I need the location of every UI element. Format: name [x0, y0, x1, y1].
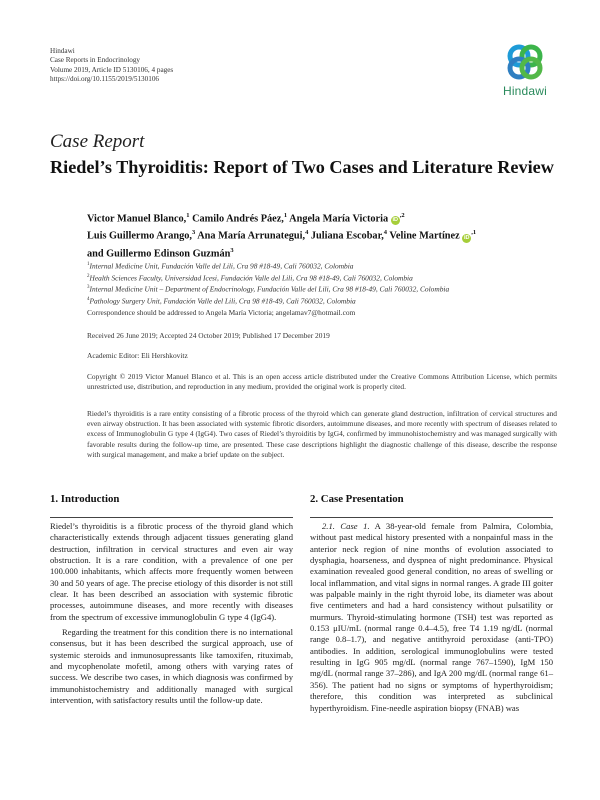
author: Veline Martínez — [389, 230, 460, 242]
hindawi-logo-icon — [505, 42, 545, 82]
author: Victor Manuel Blanco, — [87, 213, 187, 225]
affiliation: $^4$Pathology Surgery Unit, Fundación Valle del Lili, Cra 98 #18-49, Cali 760032, Colombia — [87, 296, 356, 306]
publisher-name: Hindawi — [50, 47, 75, 55]
left-column — [50, 494, 293, 707]
intro-paragraph: Regarding the treatment for this condition there is no international consensus, but it has been described the surgical approach, use of systemic steroids and inmunosupressants like tamoxifen, rituximab, and mycophenolate mofetil, among others with varying rates of success. We describe two cases, in which diagnosis was confirmed by immunohistochemistry and additionally managed with surgical intervention, with satisfactory results until the follow-up date. — [50, 627, 293, 706]
intro-paragraph: Riedel’s thyroiditis is a fibrotic process of the thyroid gland which characteristically extends through adjacent tissues generating gland destruction, infiltration in cervical structures and even air way obstruction. It is a rare condition, with a prevalence of one per 100.000 inhabitants, which affects more frequently women between 30 and 50 years of age. The precise etiology of this disorder is not still clear. It has been described an association with systemic fibrotic processes, autoimmune diseases, and more recently with diseases from the spectrum of excessive immunoglobulin G type 4 (IgG4). — [50, 521, 293, 622]
case-label: 2.1. Case 1. — [322, 521, 370, 531]
hindawi-logo — [497, 42, 553, 104]
publication-dates: Received 26 June 2019; Accepted 24 October 2019; Published 17 December 2019 — [87, 331, 330, 340]
author: Camilo Andrés Páez, — [192, 213, 284, 225]
affiliation: $^3$Internal Medicine Unit – Department of Endocrinology, Fundación Valle del Lili, Cra 98 #18-49, Cali 760032, Colombia — [87, 284, 450, 294]
section-heading-case-presentation: 2. Case Presentation — [310, 494, 553, 518]
orcid-icon[interactable]: iD — [464, 234, 470, 241]
author: Luis Guillermo Arango, — [87, 230, 192, 242]
section-heading-introduction: 1. Introduction — [50, 494, 293, 518]
academic-editor: Academic Editor: Eli Hershkovitz — [87, 351, 188, 360]
author: Angela María Victoria — [289, 213, 389, 225]
volume-line: Volume 2019, Article ID 5130106, 4 pages — [50, 65, 174, 74]
author-list: Victor Manuel Blanco,$^1$ Camilo Andrés Páez,$^1$ Angela María Victoria $iD^{,2}$ Luis Guillermo Arango,$^3$ Ana María Arrunategui,$^4$ Juliana Escobar,$^4$ Veline Martínez $iD^{,1}$ and Guillermo Edinson Guzmán$^3$ — [87, 212, 477, 260]
copyright-notice: Copyright © 2019 Victor Manuel Blanco et al. This is an open access article distributed under the Creative Commons Attribution License, which permits unrestricted use, distribution, and reproduction in any medium, provided the original work is properly cited. — [87, 372, 557, 392]
affiliation: $^2$Health Sciences Faculty, Universidad Icesi, Fundación Valle del Lili, Cra 98 #18-49, Cali 760032, Colombia — [87, 273, 413, 283]
journal-name: Case Reports in Endocrinology — [50, 56, 141, 65]
doi-link[interactable]: https://doi.org/10.1155/2019/5130106 — [50, 74, 160, 83]
author: and Guillermo Edinson Guzmán — [87, 248, 231, 260]
correspondence: Correspondence should be addressed to Angela María Victoria; angelamav7@hotmail.com — [87, 308, 356, 317]
journal-header — [50, 47, 173, 84]
author: Juliana Escobar, — [310, 230, 384, 242]
logo-wordmark: Hindawi — [502, 84, 548, 98]
affiliation: $^1$Internal Medicine Unit, Fundación Valle del Lili, Cra 98 #18-49, Cali 760032, Colombia — [87, 261, 354, 271]
affiliations — [87, 260, 557, 307]
orcid-icon[interactable]: iD — [392, 217, 398, 224]
case-paragraph: 2.1. Case 1. A 38-year-old female from Palmira, Colombia, without past medical history presented with a nonpainful mass in the anterior neck region of nine months of evolution associated to dysphagia, hoarseness, and dyspnea of night predominance. Physical examination revealed good general condition, no areas of swelling or local inflammation, and vital signs in normal ranges. A grade III goiter was palpable mainly in the right thyroid lobe, its diameter was about five centimeters and had a hard consistency without pulsatility or murmurs. Thyroid-stimulating hormone (TSH) test was reported as 0.153 μIU/mL (normal range 0.4–4.5), free T4 1.19 ng/dL (normal range 0.8–1.7), and negative antithyroid peroxidase (anti-TPO) antibodies. In addition, serological immunoglobulins were tested resulting in IgG 905 mg/dL (normal range 767–1590), IgM 150 mg/dL (normal range 37–286), and IgA 200 mg/dL (normal range 61–356). The patient had no signs or symptoms of hyperthyroidism; therefore, this condition was interpreted as subclinical hyperthyroidism. Fine-needle aspiration biopsy (FNAB) was — [310, 521, 553, 713]
abstract: Riedel’s thyroiditis is a rare entity consisting of a fibrotic process of the thyroid which can generate gland destruction, infiltration of cervical structures and even airway obstruction. It has been associated with systemic fibrotic disorders, autoimmune diseases, and more recently with spectrum of diseases related to excess of Immunoglobulin G type 4 (IgG4). Two cases of Riedel’s thyroiditis by IgG4, confirmed by immunohistochemistry and was managed surgically with favorable results during the follow-up time, are presented. These case descriptions highlight the diagnostic challenge of this disease, describe the response with surgical management, and make a brief update on the subject. — [87, 409, 557, 459]
author: Ana María Arrunategui, — [197, 230, 306, 242]
article-type: Case Report — [50, 131, 145, 152]
article-title: Riedel’s Thyroiditis: Report of Two Cases and Literature Review — [50, 157, 554, 177]
right-column — [310, 494, 553, 714]
